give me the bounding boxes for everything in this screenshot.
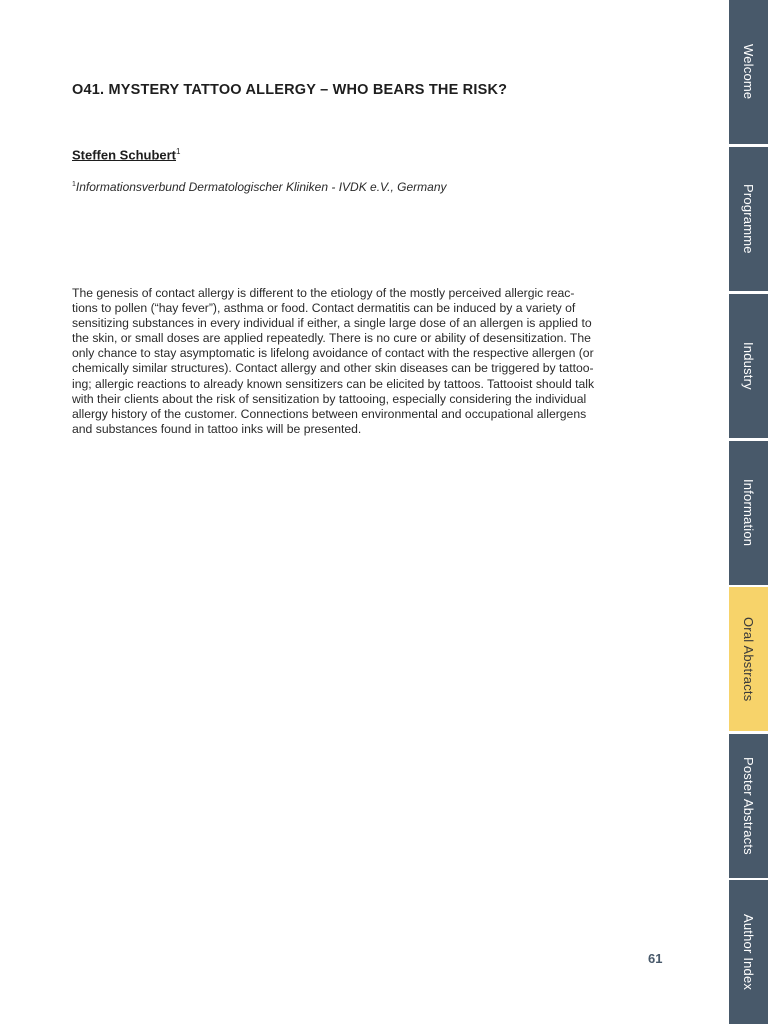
- tab-industry[interactable]: [729, 294, 768, 438]
- body-line: with their clients about the risk of sensitization by tattooing, especially considering the individual: [72, 391, 587, 406]
- tab-welcome[interactable]: [729, 0, 768, 144]
- tab-programme[interactable]: [729, 147, 768, 291]
- tab-information-label: Information: [741, 479, 756, 547]
- tab-information[interactable]: [729, 441, 768, 585]
- author-line: [72, 147, 180, 162]
- section-tab-nav: [729, 0, 768, 1024]
- affiliation-text: Informationsverbund Dermatologischer Kliniken - IVDK e.V., Germany: [75, 180, 447, 194]
- body-line: the skin, or small doses are applied repeatedly. There is no cure or ability of desensitization. The: [72, 331, 591, 346]
- tab-author-index-label: Author Index: [741, 913, 756, 991]
- page-number: 61: [648, 951, 663, 966]
- tab-poster-abstracts[interactable]: [729, 734, 768, 878]
- body-line: ing; allergic reactions to already known sensitizers can be elicited by tattoos. Tattooist should talk: [72, 376, 595, 391]
- author-name: Steffen Schubert: [72, 147, 177, 163]
- tab-oral-abstracts[interactable]: [729, 587, 768, 731]
- body-line: and substances found in tattoo inks will be presented.: [72, 421, 362, 436]
- author-superscript: 1: [176, 147, 181, 156]
- tab-author-index[interactable]: [729, 880, 768, 1024]
- abstract-title: O41. MYSTERY TATTOO ALLERGY – WHO BEARS THE RISK?: [72, 82, 508, 98]
- body-line: chemically similar structures). Contact allergy and other skin diseases can be triggered by tattoo-: [72, 361, 594, 376]
- affiliation-superscript: 1: [72, 181, 76, 188]
- body-line: The genesis of contact allergy is different to the etiology of the mostly perceived allergic reac-: [72, 286, 575, 300]
- body-line: sensitizing substances in every individual if either, a single large dose of an allergen is applied to: [72, 316, 592, 331]
- abstract-body: [72, 286, 672, 437]
- author-affiliation: [72, 180, 672, 194]
- body-line: only chance to stay asymptomatic is lifelong avoidance of contact with the respective allergen (or: [72, 346, 594, 361]
- tab-programme-label: Programme: [741, 184, 756, 254]
- body-line: allergy history of the customer. Connections between environmental and occupational allergens: [72, 406, 587, 421]
- tab-oral-abstracts-label: Oral Abstracts: [741, 616, 756, 702]
- tab-welcome-label: Welcome: [741, 44, 756, 100]
- tab-poster-abstracts-label: Poster Abstracts: [741, 757, 756, 855]
- tab-industry-label: Industry: [741, 342, 756, 390]
- body-line: tions to pollen (“hay fever”), asthma or food. Contact dermatitis can be induced by a variety of: [72, 301, 576, 316]
